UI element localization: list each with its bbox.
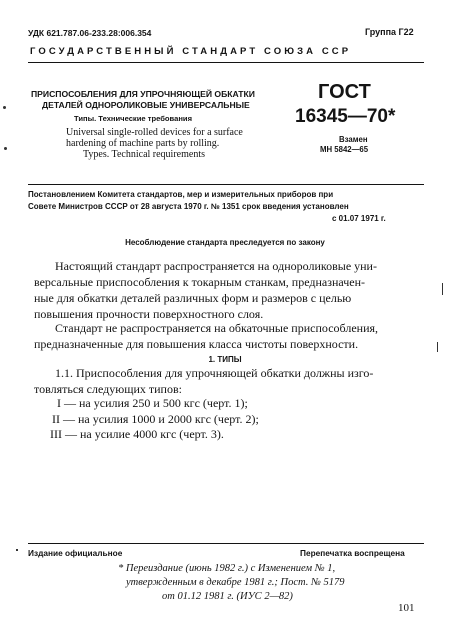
reprint-note: Перепечатка воспрещена	[300, 548, 405, 558]
footnote-line2: утвержденным в декабре 1981 г.; Пост. № 5179	[126, 577, 345, 588]
title-en-line3: Types. Technical requirements	[83, 149, 205, 160]
footnote-line3: от 01.12 1981 г. (ИУС 2—82)	[162, 591, 293, 602]
scan-dot	[16, 549, 18, 551]
replaced-label: Взамен	[339, 135, 368, 144]
header-rule	[28, 62, 424, 63]
page-number: 101	[398, 602, 415, 614]
footnote-line1: * Переиздание (июнь 1982 г.) с Изменением № 1,	[118, 563, 336, 574]
title-en-line2: hardening of machine parts by rolling.	[66, 138, 220, 149]
decree-line1: Постановлением Комитета стандартов, мер и измерительных приборов при	[28, 190, 334, 199]
margin-mark	[437, 342, 438, 352]
footer-rule	[28, 543, 424, 544]
gost-label: ГОСТ	[318, 81, 371, 103]
margin-mark	[442, 283, 443, 295]
section1-line1: 1.1. Приспособления для упрочняющей обкатки должны изго-	[55, 366, 374, 380]
scan-dot	[3, 106, 6, 109]
section-heading: 1. ТИПЫ	[208, 355, 242, 364]
udc-code: УДК 621.787.06-233.28:006.354	[28, 28, 152, 38]
gost-number: 16345—70*	[295, 106, 396, 127]
title-ru-line1: ПРИСПОСОБЛЕНИЯ ДЛЯ УПРОЧНЯЮЩЕЙ ОБКАТКИ	[31, 89, 255, 99]
title-ru-line2: ДЕТАЛЕЙ ОДНОРОЛИКОВЫЕ УНИВЕРСАЛЬНЫЕ	[42, 100, 250, 110]
state-standard-heading: ГОСУДАРСТВЕННЫЙ СТАНДАРТ СОЮЗА ССР	[30, 46, 352, 57]
title-en-line1: Universal single-rolled devices for a surface	[66, 127, 243, 138]
title-ru-types: Типы. Технические требования	[74, 114, 193, 123]
decree-line2: Совете Министров СССР от 28 августа 1970 г. № 1351 срок введения установлен	[28, 202, 349, 211]
intro-p1-line3: ные для обкатки деталей различных форм и размеров с целью	[34, 291, 352, 305]
intro-p1-line1: Настоящий стандарт распространяется на однороликовые уни-	[55, 259, 377, 273]
intro-p2-line2: предназначенные для повышения класса чистоты поверхности.	[34, 337, 359, 351]
intro-p2-line1: Стандарт не распространяется на обкаточные приспособления,	[55, 321, 379, 335]
decree-line3: с 01.07 1971 г.	[332, 214, 386, 223]
replaced-value: МН 5842—65	[320, 145, 369, 154]
intro-p1-line2: версальные приспособления к токарным станкам, предназначен-	[34, 275, 366, 289]
edition-note: Издание официальное	[28, 548, 123, 558]
section1-line2: товляться следующих типов:	[34, 382, 182, 396]
type-item-1: I — на усилия 250 и 500 кгс (черт. 1);	[57, 396, 248, 410]
type-item-3: III — на усилие 4000 кгс (черт. 3).	[50, 427, 224, 441]
decree-rule	[28, 184, 424, 185]
type-item-2: II — на усилия 1000 и 2000 кгс (черт. 2);	[52, 412, 259, 426]
law-notice: Несоблюдение стандарта преследуется по закону	[125, 238, 325, 247]
scan-dot	[4, 147, 7, 150]
intro-p1-line4: повышения прочности поверхностного слоя.	[34, 307, 264, 321]
group-code: Группа Г22	[365, 27, 414, 37]
